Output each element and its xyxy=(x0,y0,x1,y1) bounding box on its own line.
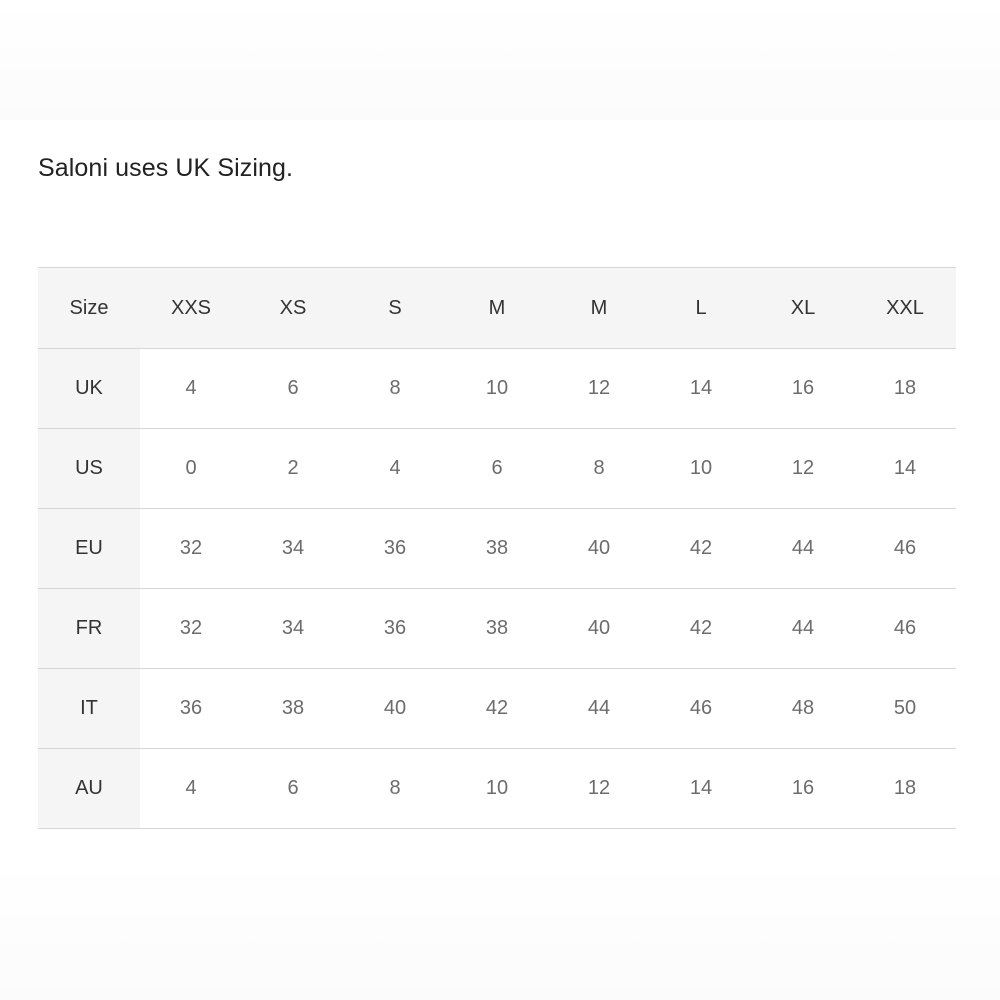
table-cell: 38 xyxy=(446,589,548,669)
table-header-row xyxy=(38,268,956,349)
table-cell: 38 xyxy=(446,509,548,589)
table-cell: 42 xyxy=(446,669,548,749)
bottom-background-band xyxy=(0,860,1000,1000)
column-header: XXS xyxy=(140,268,242,349)
table-cell: 16 xyxy=(752,749,854,829)
table-cell: 40 xyxy=(344,669,446,749)
table-cell: 14 xyxy=(854,429,956,509)
table-cell: 32 xyxy=(140,509,242,589)
row-label: US xyxy=(38,429,140,509)
table-cell: 4 xyxy=(140,749,242,829)
table-cell: 8 xyxy=(344,349,446,429)
table-cell: 4 xyxy=(344,429,446,509)
table-cell: 32 xyxy=(140,589,242,669)
table-cell: 40 xyxy=(548,509,650,589)
sizing-note: Saloni uses UK Sizing. xyxy=(38,154,294,182)
table-row xyxy=(38,349,956,429)
table-cell: 6 xyxy=(242,749,344,829)
table-cell: 0 xyxy=(140,429,242,509)
table-cell: 48 xyxy=(752,669,854,749)
table-cell: 36 xyxy=(140,669,242,749)
table-row xyxy=(38,669,956,749)
table-row xyxy=(38,509,956,589)
column-header: XS xyxy=(242,268,344,349)
table-cell: 4 xyxy=(140,349,242,429)
table-cell: 6 xyxy=(446,429,548,509)
size-chart-table xyxy=(38,267,956,829)
table-cell: 34 xyxy=(242,509,344,589)
table-row xyxy=(38,749,956,829)
table-cell: 12 xyxy=(752,429,854,509)
table-cell: 44 xyxy=(752,589,854,669)
table-cell: 42 xyxy=(650,509,752,589)
table-cell: 10 xyxy=(446,349,548,429)
table-cell: 46 xyxy=(854,509,956,589)
table-cell: 16 xyxy=(752,349,854,429)
table-cell: 50 xyxy=(854,669,956,749)
table-cell: 14 xyxy=(650,349,752,429)
size-header-label: Size xyxy=(38,268,140,349)
table-cell: 42 xyxy=(650,589,752,669)
table-cell: 34 xyxy=(242,589,344,669)
table-cell: 8 xyxy=(548,429,650,509)
table-cell: 10 xyxy=(446,749,548,829)
column-header: M xyxy=(446,268,548,349)
table-cell: 14 xyxy=(650,749,752,829)
table-cell: 10 xyxy=(650,429,752,509)
row-label: IT xyxy=(38,669,140,749)
table-row xyxy=(38,589,956,669)
table-cell: 6 xyxy=(242,349,344,429)
table-cell: 46 xyxy=(854,589,956,669)
table-cell: 8 xyxy=(344,749,446,829)
column-header: S xyxy=(344,268,446,349)
row-label: FR xyxy=(38,589,140,669)
row-label: AU xyxy=(38,749,140,829)
column-header: M xyxy=(548,268,650,349)
table-cell: 38 xyxy=(242,669,344,749)
table-cell: 18 xyxy=(854,749,956,829)
column-header: L xyxy=(650,268,752,349)
table-cell: 44 xyxy=(548,669,650,749)
table-cell: 36 xyxy=(344,509,446,589)
row-label: EU xyxy=(38,509,140,589)
table-cell: 12 xyxy=(548,749,650,829)
table-cell: 2 xyxy=(242,429,344,509)
table-cell: 44 xyxy=(752,509,854,589)
table-row xyxy=(38,429,956,509)
row-label: UK xyxy=(38,349,140,429)
column-header: XL xyxy=(752,268,854,349)
table-cell: 18 xyxy=(854,349,956,429)
table-cell: 36 xyxy=(344,589,446,669)
column-header: XXL xyxy=(854,268,956,349)
table-cell: 46 xyxy=(650,669,752,749)
table-cell: 40 xyxy=(548,589,650,669)
table-cell: 12 xyxy=(548,349,650,429)
top-background-band xyxy=(0,0,1000,120)
